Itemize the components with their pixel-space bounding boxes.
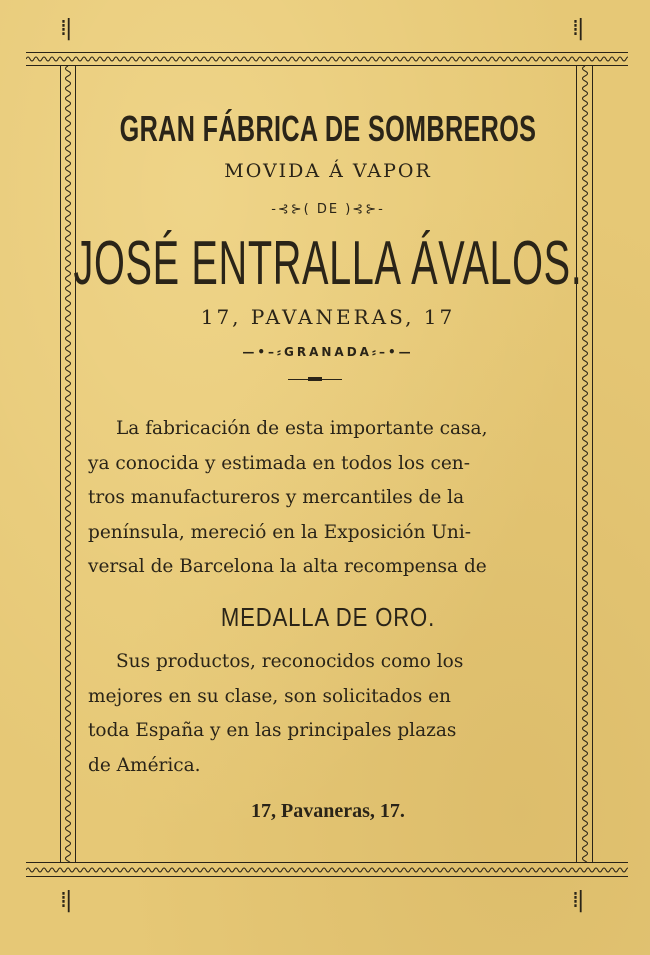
- subtitle: MOVIDA Á VAPOR: [224, 160, 432, 182]
- ornament-icon: ⁞|: [60, 888, 71, 913]
- address: 17, PAVANERAS, 17: [200, 305, 456, 329]
- proprietor-name: JOSÉ ENTRALLA ÁVALOS.: [73, 229, 583, 298]
- products-paragraph: [88, 645, 566, 783]
- text-line: península, mereció en la Exposición Uni-: [88, 521, 472, 543]
- text-line: toda España y en las principales plazas: [88, 720, 457, 741]
- text-line: de América.: [88, 754, 201, 776]
- wavy-rule: [26, 55, 628, 63]
- footer-address: 17, Pavaneras, 17.: [251, 800, 405, 822]
- ornament-icon: ⁞|: [572, 888, 583, 913]
- text-line: mejores en su clase, son solicitados en: [88, 685, 451, 707]
- de-ornament: -⊰⊱( DE )⊰⊱-: [271, 202, 385, 217]
- text-line: versal de Barcelona la alta recompensa de: [88, 556, 487, 577]
- city-line: —•–⸗GRANADA⸗–•—: [242, 345, 414, 359]
- text-line: Sus productos, reconocidos como los: [116, 651, 464, 672]
- ornament-icon: ⁞|: [60, 16, 71, 41]
- text-line: La fabricación de esta importante casa,: [116, 418, 488, 439]
- text-line: ya conocida y estimada en todos los cen-: [88, 452, 470, 474]
- description-paragraph: [88, 412, 566, 585]
- divider: [288, 379, 342, 380]
- ornament-icon: ⁞|: [572, 16, 583, 41]
- wavy-rule: [26, 866, 628, 874]
- page-title: GRAN FÁBRICA DE SOMBREROS: [119, 108, 537, 149]
- award-heading: MEDALLA DE ORO.: [220, 602, 436, 632]
- text-line: tros manufactureros y mercantiles de la: [88, 487, 465, 508]
